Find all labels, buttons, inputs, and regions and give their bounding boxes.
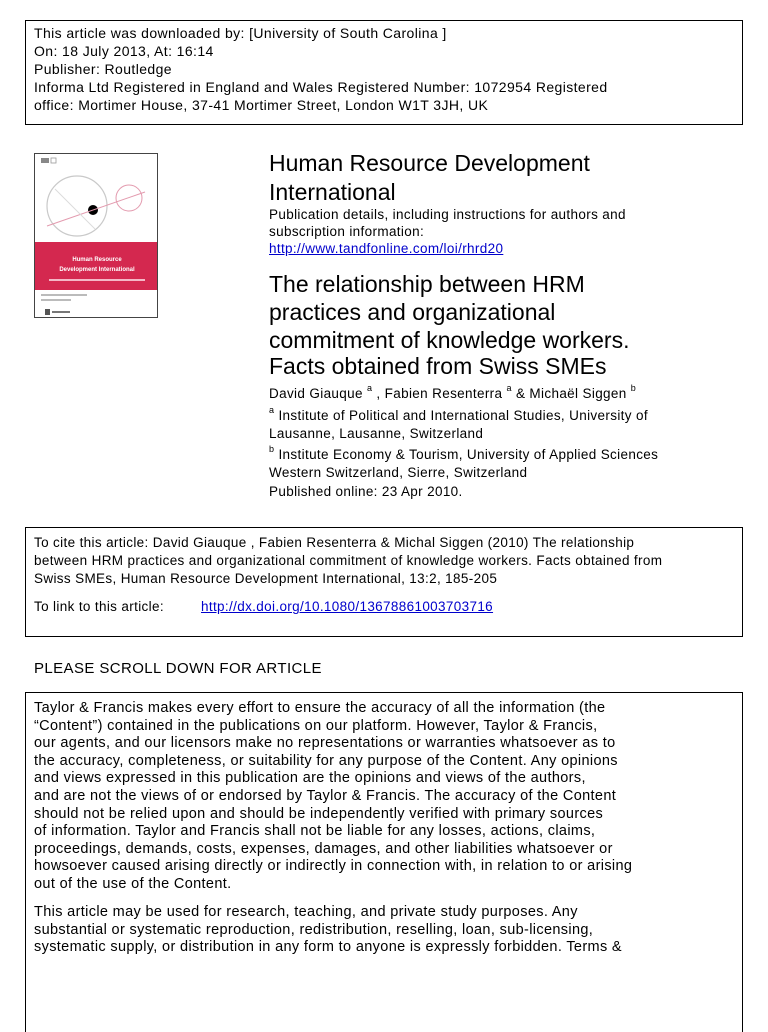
download-info-box: [25, 20, 743, 125]
article-title: Facts obtained from Swiss SMEs: [269, 353, 607, 379]
citation-line: between HRM practices and organizational commitment of knowledge workers. Facts obtained from: [34, 553, 663, 568]
affiliation-a: Lausanne, Lausanne, Switzerland: [269, 426, 484, 441]
disclaimer-line: systematic supply, or distribution in any form to anyone is expressly forbidden. Terms &: [34, 939, 622, 956]
citation-line: Swiss SMEs, Human Resource Development International, 13:2, 185-205: [34, 571, 498, 586]
published-date: Published online: 23 Apr 2010.: [269, 484, 463, 499]
publication-details: subscription information:: [269, 224, 425, 239]
article-title: commitment of knowledge workers.: [269, 327, 630, 353]
disclaimer-line: the accuracy, completeness, or suitability for any purpose of the Content. Any opinions: [34, 752, 618, 769]
download-info-line: On: 18 July 2013, At: 16:14: [34, 43, 214, 59]
disclaimer-line: proceedings, demands, costs, expenses, damages, and other liabilities whatsoever or: [34, 840, 613, 857]
disclaimer-line: and are not the views of or endorsed by Taylor & Francis. The accuracy of the Content: [34, 788, 617, 804]
download-info-line: Publisher: Routledge: [34, 61, 172, 77]
disclaimer-line: and views expressed in this publication are the opinions and views of the authors,: [34, 770, 586, 787]
author-list: David Giauque $^a$ , Fabien Resenterra $^a$ & Michaël Siggen $^b$: [269, 383, 637, 401]
publication-details: Publication details, including instructions for authors and: [269, 207, 626, 222]
scroll-down-notice: PLEASE SCROLL DOWN FOR ARTICLE: [34, 660, 322, 677]
citation-line: To cite this article: David Giauque , Fabien Resenterra & Michal Siggen (2010) The relationship: [34, 535, 635, 550]
link-label: To link to this article:: [34, 599, 164, 614]
disclaimer-box: [25, 692, 743, 1032]
disclaimer-line: “Content”) contained in the publications on our platform. However, Taylor & Francis,: [34, 717, 598, 734]
cover-detail-bar: [41, 294, 87, 296]
disclaimer-line: This article may be used for research, teaching, and private study purposes. Any: [34, 904, 578, 920]
disclaimer-line: our agents, and our licensors make no representations or warranties whatsoever as to: [34, 735, 616, 752]
disclaimer-line: substantial or systematic reproduction, redistribution, reselling, loan, sub-licensing,: [34, 921, 594, 938]
journal-title: International: [269, 179, 396, 205]
affiliation-b: Western Switzerland, Sierre, Switzerland: [269, 465, 528, 480]
journal-cover-image: [34, 153, 158, 318]
cover-title-band: [35, 242, 158, 290]
disclaimer-line: out of the use of the Content.: [34, 876, 232, 892]
cover-detail-bar: [41, 299, 71, 301]
download-info-line: Informa Ltd Registered in England and Wales Registered Number: 1072954 Registered: [34, 79, 608, 95]
affiliation-b: $^b$ Institute Economy & Tourism, University of Applied Sciences: [269, 444, 659, 462]
citation-box: [25, 527, 743, 637]
journal-url-link[interactable]: http://www.tandfonline.com/loi/rhrd20: [269, 241, 504, 256]
journal-title: Human Resource Development: [269, 150, 590, 176]
disclaimer-line: Taylor & Francis makes every effort to ensure the accuracy of all the information (the: [34, 700, 606, 716]
article-title: practices and organizational: [269, 299, 556, 325]
cover-title-line: Human Resource: [72, 257, 122, 263]
download-info-line: This article was downloaded by: [University of South Carolina ]: [34, 25, 447, 41]
article-title: The relationship between HRM: [269, 271, 585, 297]
cover-title-line: Development International: [59, 267, 135, 273]
disclaimer-line: howsoever caused arising directly or indirectly in connection with, in relation to or arising: [34, 858, 633, 875]
affiliation-a: $^a$ Institute of Political and International Studies, University of: [269, 405, 648, 423]
publisher-logo-icon: [45, 309, 70, 315]
cover-subtitle-bar: [49, 279, 145, 281]
download-info-line: office: Mortimer House, 37-41 Mortimer Street, London W1T 3JH, UK: [34, 97, 489, 113]
cover-graphic: [35, 154, 158, 242]
disclaimer-line: of information. Taylor and Francis shall not be liable for any losses, actions, claims,: [34, 823, 596, 840]
doi-link[interactable]: http://dx.doi.org/10.1080/13678861003703716: [201, 599, 494, 614]
disclaimer-line: should not be relied upon and should be independently verified with primary sources: [34, 805, 604, 822]
